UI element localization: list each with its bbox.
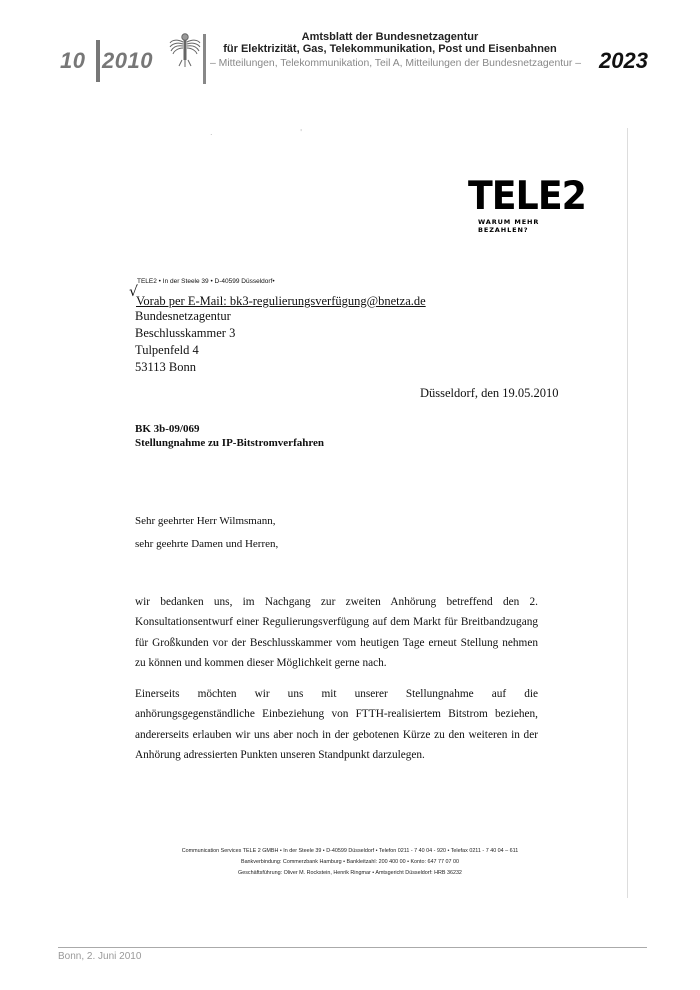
logo-text: TELE2 xyxy=(468,174,586,219)
publication-date: Bonn, 2. Juni 2010 xyxy=(58,951,142,962)
footer-line: Bankverbindung: Commerzbank Hamburg • Bankleitzahl: 200 400 00 • Konto: 647 77 07 00 xyxy=(240,858,460,865)
recipient-line: Beschlusskammer 3 xyxy=(135,326,236,340)
body-paragraph xyxy=(135,592,538,673)
letter-footer xyxy=(150,846,550,878)
paragraph-text: Einerseits möchten wir uns mit unserer Stellungnahme auf die anhörungsgegenständliche Einbeziehung von FTTH-realisiertem Bitstrom beziehen, andererseits erlauben wir uns aber noch in der gebotenen Kürze zu den weiteren in der Anhörung adressierten Punkten unseren Standpunkt darzulegen. xyxy=(135,688,538,761)
reference-number: BK 3b-09/069 xyxy=(135,423,200,435)
bulletin-title-line2: für Elektrizität, Gas, Telekommunikation, Post und Eisenbahnen xyxy=(223,43,557,55)
recipient-line: Tulpenfeld 4 xyxy=(135,343,199,357)
scan-speck: . xyxy=(210,128,213,137)
recipient-line: 53113 Bonn xyxy=(135,360,196,374)
paragraph-text: wir bedanken uns, im Nachgang zur zweiten Anhörung betreffend den 2. Konsultationsentwurf einer Regulierungsverfügung auf dem Markt für Breitbandzugang für Großkunden vor der Beschlusskammer vom heutigen Tage erneut Stellung nehmen zu können und kommen dieser Möglichkeit gerne nach. xyxy=(135,596,538,669)
salutation-line: sehr geehrte Damen und Herren, xyxy=(135,538,279,550)
logo-slogan: WARUM MEHR BEZAHLEN? xyxy=(478,218,540,234)
bulletin-subtitle: – Mitteilungen, Telekommunikation, Teil A, Mitteilungen der Bundesnetzagentur – xyxy=(210,58,582,69)
bulletin-title: Amtsblatt der Bundesnetzagentur xyxy=(301,31,479,43)
footer-line: Communication Services TELE 2 GMBH • In der Steele 39 • D-40599 Düsseldorf • Telefon 0211 - 7 40 04 - 920 • Telefax 0211 - 7 40 04 – 611 xyxy=(181,848,519,854)
issue-year: 2010 xyxy=(102,48,153,73)
salutation-line: Sehr geehrter Herr Wilmsmann, xyxy=(135,515,276,527)
letter-subject: Stellungnahme zu IP-Bitstromverfahren xyxy=(135,437,325,449)
issue-number: 10 xyxy=(60,48,86,73)
email-notice: Vorab per E-Mail: bk3-regulierungsverfügung@bnetza.de xyxy=(136,294,426,308)
body-paragraph xyxy=(135,684,538,765)
issue-divider xyxy=(96,40,100,82)
scan-edge xyxy=(627,128,628,898)
check-mark: √ xyxy=(129,284,138,300)
scan-speck: ' xyxy=(300,128,303,137)
sender-line: TELE2 • In der Steele 39 • D-40599 Düsseldorf• xyxy=(137,278,275,285)
letter-date: Düsseldorf, den 19.05.2010 xyxy=(420,386,559,400)
page-rule xyxy=(58,947,647,948)
tele2-logo xyxy=(468,174,588,234)
page-number: 2023 xyxy=(599,48,648,73)
federal-eagle-icon xyxy=(168,30,202,68)
recipient-line: Bundesnetzagentur xyxy=(135,309,231,323)
footer-line: Geschäftsführung: Oliver M. Rockstein, Henrik Ringmar • Amtsgericht Düsseldorf: HRB 36232 xyxy=(238,869,462,876)
